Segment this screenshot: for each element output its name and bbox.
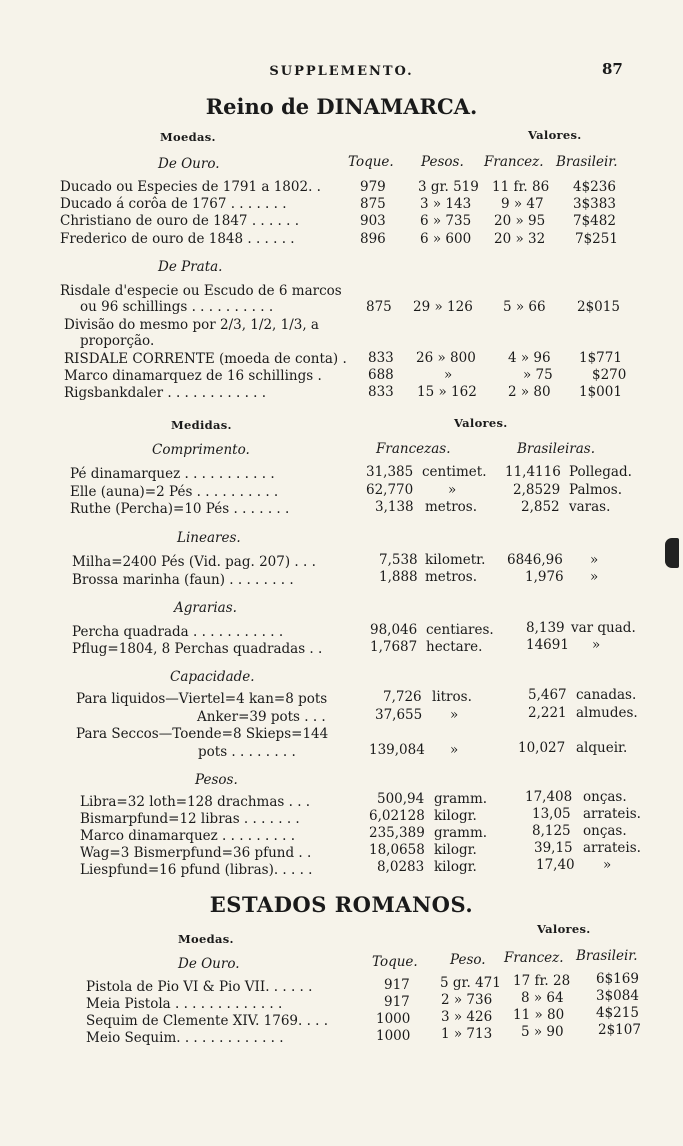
coin-peso: » [444,367,453,383]
coin-name: Pistola de Pio VI & Pio VII. . . . . . [86,979,313,995]
col-brasileir: Brasileir. [556,154,618,170]
measure-fr-unit: gramm. [434,825,488,841]
agrarias-heading: Agrarias. [174,600,237,616]
measure-fr-value: 235,389 [369,825,425,841]
romanos-col-toque: Toque. [372,954,418,970]
coin-brasileir: 4$215 [596,1005,639,1021]
coin-francez: 20 » 95 [494,213,546,229]
measure-fr-value: 98,046 [370,622,418,638]
measure-br-value: 2,221 [528,705,567,721]
capacidade-heading: Capacidade. [170,669,255,685]
coin-brasileir: $270 [592,367,627,383]
coin-toque: 1000 [376,1011,411,1027]
measure-br-unit: » [603,857,612,873]
coin-brasileir: 7$482 [573,213,616,229]
coin-francez: 5 » 90 [521,1024,564,1040]
coin-peso: 1 » 713 [441,1026,493,1042]
measure-br-unit: canadas. [576,687,637,703]
measure-fr-value: 500,94 [377,791,425,807]
measure-name: Wag=3 Bismerpfund=36 pfund . . [80,845,312,861]
measure-name: Marco dinamarquez . . . . . . . . . [80,828,295,844]
measure-name: Milha=2400 Pés (Vid. pag. 207) . . . [72,554,316,570]
coin-name: Sequim de Clemente XIV. 1769. . . . [86,1013,329,1029]
measure-fr-value: 3,138 [375,499,414,515]
measure-br-value: 2,852 [521,499,560,515]
measure-br-value: 2,8529 [513,482,561,498]
coin-toque: 903 [360,213,386,229]
measure-name: pots . . . . . . . . [198,744,296,760]
coin-peso: 29 » 126 [413,299,473,315]
coin-peso: 3 » 426 [441,1009,493,1025]
section-title-romanos: ESTADOS ROMANOS. [209,892,474,917]
romanos-col-brasileir: Brasileir. [576,948,638,964]
measure-name: Percha quadrada . . . . . . . . . . . [72,624,284,640]
de-prata-heading: De Prata. [158,259,223,275]
measure-fr-value: 8,0283 [377,859,425,875]
coin-francez: » 75 [523,367,553,383]
measure-br-value: 13,05 [532,806,571,822]
coin-name: Risdale d'especie ou Escudo de 6 marcos [60,283,342,299]
measure-br-unit: almudes. [576,705,638,721]
coin-peso: 3 » 143 [420,196,472,212]
measure-br-value: 8,125 [532,823,571,839]
measure-br-value: 17,408 [525,789,573,805]
coin-toque: 917 [384,977,410,993]
measure-fr-value: 7,726 [383,689,422,705]
measure-br-unit: var quad. [571,620,636,636]
measure-fr-unit: » [450,742,459,758]
measure-br-value: 8,139 [526,620,565,636]
measure-fr-unit: kilometr. [425,552,486,568]
measure-br-unit: onças. [583,789,627,805]
measure-br-unit: varas. [569,499,611,515]
coin-francez: 4 » 96 [508,350,551,366]
coin-brasileir: 6$169 [596,971,639,987]
lineares-heading: Lineares. [177,530,241,546]
page-number: 87 [602,60,623,78]
coin-toque: 875 [360,196,386,212]
coin-brasileir: 1$001 [579,384,622,400]
measure-fr-unit: centiares. [426,622,494,638]
brasileiras-heading: Brasileiras. [517,441,596,457]
coin-francez: 2 » 80 [508,384,551,400]
measure-name: Ruthe (Percha)=10 Pés . . . . . . . [70,501,290,517]
measure-name: Bismarpfund=12 libras . . . . . . . [80,811,300,827]
ink-blot-mark [665,538,679,568]
coin-francez: 8 » 64 [521,990,564,1006]
coin-name: Meia Pistola . . . . . . . . . . . . . [86,996,283,1012]
coin-francez: 11 » 80 [513,1007,565,1023]
comprimento-heading: Comprimento. [152,442,250,458]
measure-name: Para liquidos—Viertel=4 kan=8 pots [76,691,328,707]
col-francez: Francez. [484,154,544,170]
medidas-heading: Medidas. [171,418,232,432]
coin-toque: 1000 [376,1028,411,1044]
measure-fr-unit: hectare. [426,639,483,655]
coin-brasileir: 2$107 [598,1022,641,1038]
coin-brasileir: 3$084 [596,988,639,1004]
coin-francez: 5 » 66 [503,299,546,315]
measure-fr-unit: centimet. [422,464,487,480]
coin-toque: 917 [384,994,410,1010]
romanos-valores-heading: Valores. [537,922,591,936]
coin-toque: 875 [366,299,392,315]
coin-name-cont: proporção. [80,333,155,349]
measure-fr-value: 1,7687 [370,639,418,655]
measure-fr-unit: litros. [432,689,472,705]
measure-fr-value: 31,385 [366,464,414,480]
measure-br-value: 10,027 [518,740,566,756]
de-ouro-heading: De Ouro. [158,156,220,172]
measure-fr-unit: » [448,482,457,498]
measure-br-unit: Pollegad. [569,464,632,480]
coin-toque: 688 [368,367,394,383]
measure-name: Libra=32 loth=128 drachmas . . . [80,794,311,810]
coin-peso: 26 » 800 [416,350,476,366]
coin-francez: 17 fr. 28 [513,973,571,989]
measure-fr-unit: gramm. [434,791,488,807]
romanos-de-ouro-heading: De Ouro. [178,956,240,972]
measure-fr-unit: kilogr. [434,808,477,824]
coin-name: Christiano de ouro de 1847 . . . . . . [60,213,300,229]
measure-br-unit: alqueir. [576,740,628,756]
coin-francez: 11 fr. 86 [492,179,550,195]
measure-name: Anker=39 pots . . . [197,709,326,725]
coin-name: RISDALE CORRENTE (moeda de conta) . [64,351,347,367]
col-toque: Toque. [348,154,394,170]
francezas-heading: Francezas. [376,441,451,457]
measure-br-value: 39,15 [534,840,573,856]
measure-fr-unit: metros. [425,499,478,515]
measure-fr-unit: kilogr. [434,859,477,875]
coin-peso: 6 » 735 [420,213,472,229]
coin-toque: 979 [360,179,386,195]
coin-brasileir: 2$015 [577,299,620,315]
measure-br-value: 11,4116 [505,464,561,480]
coin-peso: 15 » 162 [417,384,477,400]
coin-name: Rigsbankdaler . . . . . . . . . . . . [64,385,267,401]
measure-br-value: 6846,96 [507,552,563,568]
pesos-heading: Pesos. [195,772,238,788]
coin-name: Ducado ou Especies de 1791 a 1802. . [60,179,321,195]
measure-br-value: 1,976 [525,569,564,585]
measure-br-unit: » [592,637,601,653]
measure-br-unit: » [590,569,599,585]
measure-fr-unit: » [450,707,459,723]
coin-brasileir: 1$771 [579,350,622,366]
romanos-col-francez: Francez. [504,950,564,966]
measure-br-unit: arrateis. [583,806,641,822]
measure-br-value: 5,467 [528,687,567,703]
valores-heading: Valores. [528,128,582,142]
measure-name: Para Seccos—Toende=8 Skieps=144 [76,726,329,742]
measure-br-unit: » [590,552,599,568]
measure-name: Elle (auna)=2 Pés . . . . . . . . . . [70,484,279,500]
measure-fr-value: 37,655 [375,707,423,723]
coin-peso: 2 » 736 [441,992,493,1008]
measure-fr-unit: kilogr. [434,842,477,858]
romanos-moedas-heading: Moedas. [178,932,234,946]
coin-brasileir: 3$383 [573,196,616,212]
measure-br-value: 14691 [526,637,569,653]
coin-toque: 833 [368,384,394,400]
coin-francez: 20 » 32 [494,231,546,247]
coin-brasileir: 7$251 [575,231,618,247]
romanos-col-peso: Peso. [450,952,486,968]
coin-name: Ducado á corôa de 1767 . . . . . . . [60,196,287,212]
coin-peso: 5 gr. 471 [440,975,501,991]
coin-peso: 3 gr. 519 [418,179,479,195]
measure-br-value: 17,40 [536,857,575,873]
coin-toque: 833 [368,350,394,366]
measure-br-unit: onças. [583,823,627,839]
running-title: SUPPLEMENTO. [269,64,414,79]
measure-br-unit: Palmos. [569,482,622,498]
measure-fr-value: 62,770 [366,482,414,498]
measure-fr-value: 18,0658 [369,842,425,858]
medidas-valores-heading: Valores. [454,416,508,430]
coin-peso: 6 » 600 [420,231,472,247]
coin-name-cont: ou 96 schillings . . . . . . . . . . [80,299,274,315]
measure-fr-value: 139,084 [369,742,425,758]
coin-toque: 896 [360,231,386,247]
section-title-dinamarca: Reino de DINAMARCA. [205,94,478,119]
coin-brasileir: 4$236 [573,179,616,195]
measure-fr-unit: metros. [425,569,478,585]
col-pesos: Pesos. [421,154,464,170]
moedas-heading: Moedas. [160,130,216,144]
coin-name: Meio Sequim. . . . . . . . . . . . . [86,1030,284,1046]
coin-name: Divisão do mesmo por 2/3, 1/2, 1/3, a [64,317,319,333]
measure-fr-value: 7,538 [379,552,418,568]
coin-francez: 9 » 47 [501,196,544,212]
measure-name: Liespfund=16 pfund (libras). . . . . [80,862,313,878]
measure-fr-value: 1,888 [379,569,418,585]
coin-name: Marco dinamarquez de 16 schillings . [64,368,322,384]
measure-name: Brossa marinha (faun) . . . . . . . . [72,572,294,588]
measure-br-unit: arrateis. [583,840,641,856]
coin-name: Frederico de ouro de 1848 . . . . . . [60,231,295,247]
measure-name: Pflug=1804, 8 Perchas quadradas . . [72,641,323,657]
measure-name: Pé dinamarquez . . . . . . . . . . . [70,466,275,482]
measure-fr-value: 6,02128 [369,808,425,824]
